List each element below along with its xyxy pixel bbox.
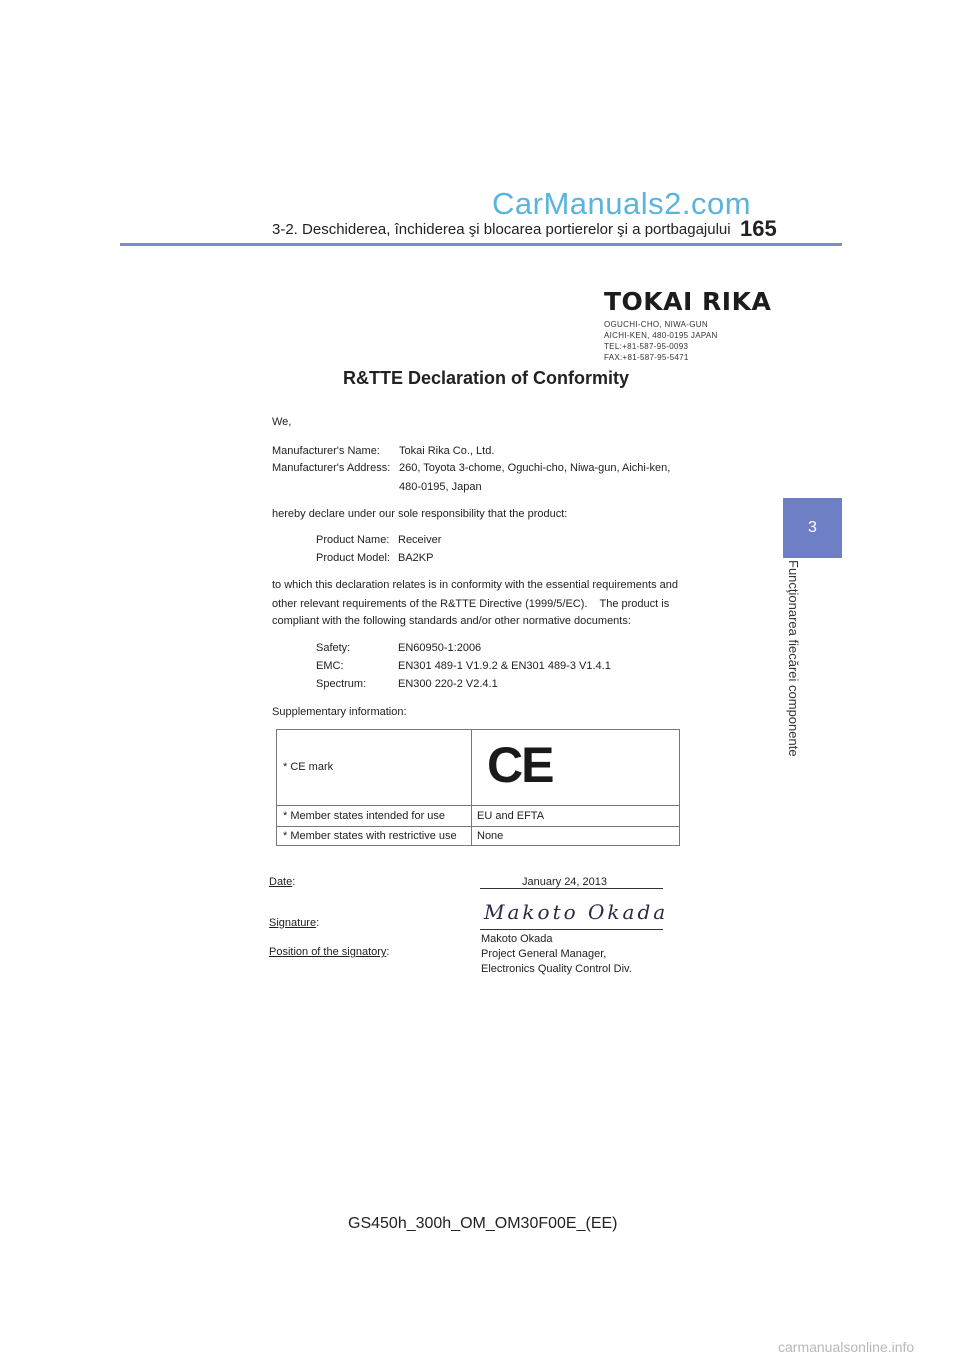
- document-code: GS450h_300h_OM_OM30F00E_(EE): [348, 1215, 618, 1232]
- date-value: January 24, 2013: [522, 876, 608, 888]
- restrictive-use-value: None: [477, 830, 504, 842]
- position-colon: :: [386, 946, 390, 958]
- address-line-3: TEL:+81-587-95-0093: [604, 342, 689, 351]
- manufacturer-address-line-2: 480-0195, Japan: [399, 481, 482, 493]
- ce-mark-label: * CE mark: [283, 761, 334, 773]
- conformity-line-1: to which this declaration relates is in conformity with the essential requirements and: [272, 579, 678, 591]
- spectrum-value: EN300 220-2 V2.4.1: [398, 678, 498, 690]
- chapter-tab: 3: [783, 498, 842, 558]
- signature-label: Signature: [269, 917, 317, 929]
- table-divider-vertical: [471, 730, 472, 845]
- signature-underline: [480, 929, 663, 930]
- manufacturer-address-label: Manufacturer's Address:: [272, 462, 391, 474]
- header-rule: [120, 243, 842, 246]
- conformity-line-2: other relevant requirements of the R&TTE Directive (1999/5/EC). The product is: [272, 598, 670, 610]
- safety-label: Safety:: [316, 642, 351, 654]
- address-line-2: AICHI-KEN, 480-0195 JAPAN: [604, 331, 718, 340]
- emc-label: EMC:: [316, 660, 344, 672]
- address-line-4: FAX:+81-587-95-5471: [604, 353, 689, 362]
- tokai-rika-logo: TOKAI RIKA: [604, 287, 772, 316]
- signature-label-row: [269, 917, 319, 929]
- chapter-title-vertical: Funcţionarea fiecărei componente: [786, 560, 801, 757]
- handwritten-signature: Makoto Okada: [484, 900, 669, 924]
- we-text: We,: [272, 416, 292, 428]
- manufacturer-name-label: Manufacturer's Name:: [272, 445, 380, 457]
- watermark-carmanualsonline: carmanualsonline.info: [778, 1339, 915, 1355]
- date-label-row: [269, 876, 295, 888]
- product-model-value: BA2KP: [398, 552, 434, 564]
- signatory-division: Electronics Quality Control Div.: [481, 963, 632, 975]
- product-model-label: Product Model:: [316, 552, 390, 564]
- signatory-name: Makoto Okada: [481, 933, 553, 945]
- manufacturer-address-line-1: 260, Toyota 3-chome, Oguchi-cho, Niwa-gun, Aichi-ken,: [399, 462, 671, 474]
- signature-colon: :: [316, 917, 320, 929]
- manufacturer-name-value: Tokai Rika Co., Ltd.: [399, 445, 495, 457]
- ce-mark-icon: CE: [487, 737, 553, 793]
- emc-value: EN301 489-1 V1.9.2 & EN301 489-3 V1.4.1: [398, 660, 611, 672]
- conformity-line-3: compliant with the following standards and/or other normative documents:: [272, 615, 631, 627]
- supplementary-label: Supplementary information:: [272, 706, 407, 718]
- signatory-title: Project General Manager,: [481, 948, 607, 960]
- date-underline: [480, 888, 663, 889]
- declaration-title: R&TTE Declaration of Conformity: [343, 368, 630, 388]
- table-divider-2: [277, 826, 679, 827]
- supplementary-table: [276, 729, 680, 846]
- position-label: Position of the signatory: [269, 946, 387, 958]
- member-states-value: EU and EFTA: [477, 810, 545, 822]
- product-name-value: Receiver: [398, 534, 442, 546]
- safety-value: EN60950-1:2006: [398, 642, 482, 654]
- position-label-row: [269, 946, 389, 958]
- product-name-label: Product Name:: [316, 534, 390, 546]
- date-label: Date: [269, 876, 293, 888]
- page-number: 165: [740, 216, 777, 241]
- date-colon: :: [292, 876, 296, 888]
- member-states-label: * Member states intended for use: [283, 810, 446, 822]
- watermark-carmanuals2: CarManuals2.com: [492, 186, 752, 221]
- hereby-declare-text: hereby declare under our sole responsibility that the product:: [272, 508, 568, 520]
- spectrum-label: Spectrum:: [316, 678, 367, 690]
- address-line-1: OGUCHI-CHO, NIWA-GUN: [604, 320, 708, 329]
- section-title: 3-2. Deschiderea, închiderea şi blocarea portierelor şi a portbagajului: [272, 221, 731, 238]
- restrictive-use-label: * Member states with restrictive use: [283, 830, 457, 842]
- table-divider-1: [277, 805, 679, 806]
